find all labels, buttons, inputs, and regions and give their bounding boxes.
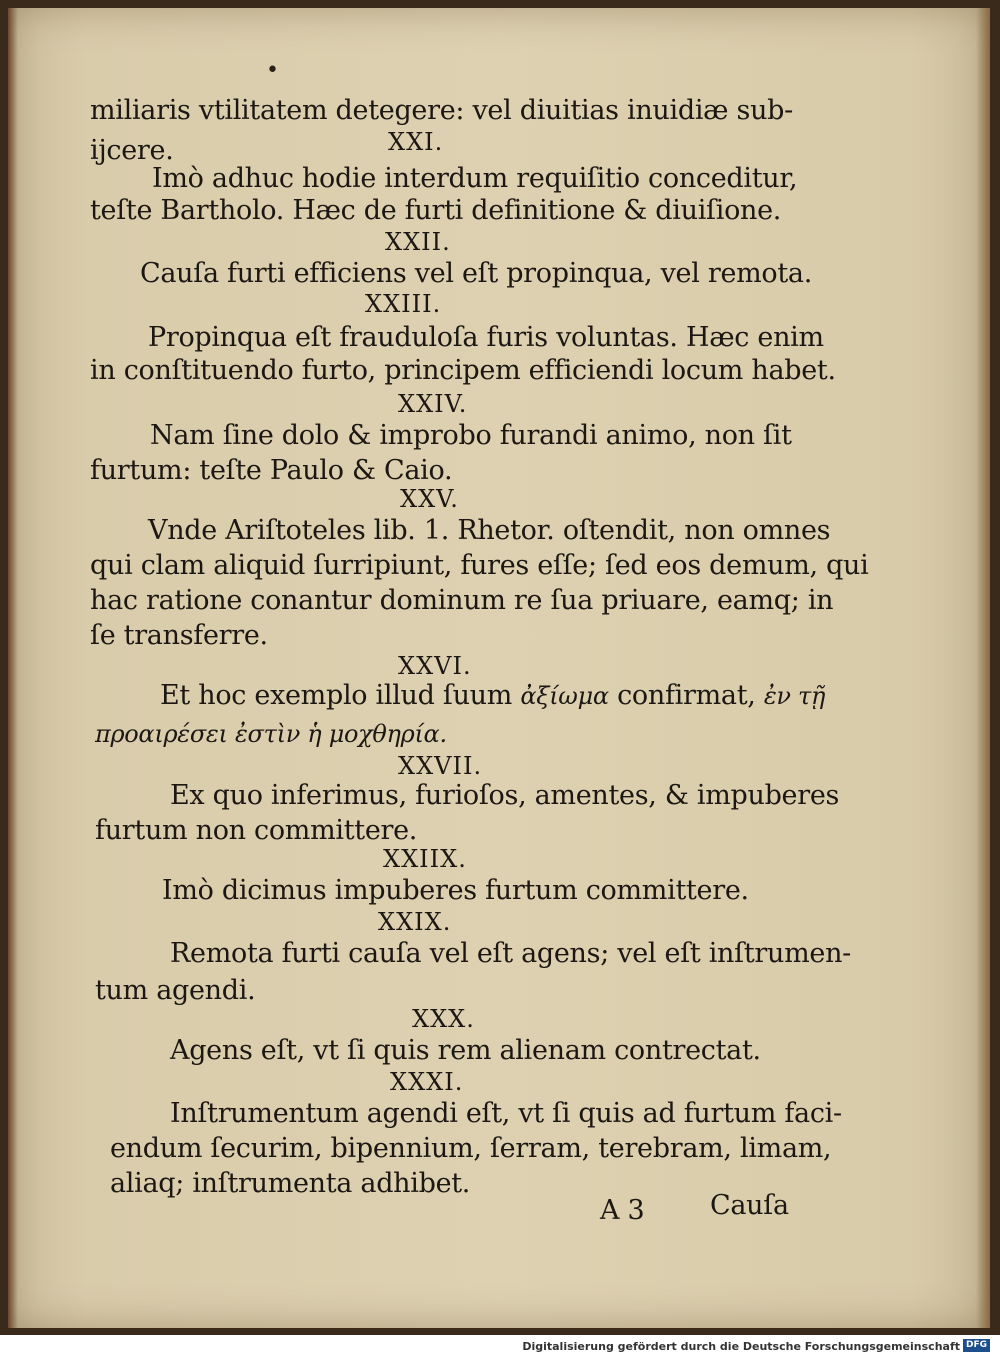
footer-credit: Digitalisierung gefördert durch die Deutsche Forschungsgemeinschaft: [522, 1340, 960, 1353]
section-numeral-xxi: XXI.: [388, 128, 444, 156]
text-line-23: aliaq; inſtrumenta adhibet.: [110, 1168, 471, 1199]
text-line-18: Remota furti cauſa vel eſt agens; vel eſt inſtrumen-: [170, 938, 851, 969]
section-numeral-xxvi: XXVI.: [398, 652, 472, 680]
greek-line: προαιρέσει ἐστὶν ἡ μοχθηρία.: [95, 720, 447, 748]
page-shadow-right: [976, 8, 990, 1328]
text-line-13: ſe transferre.: [90, 620, 268, 651]
section-numeral-xxii: XXII.: [385, 228, 451, 256]
text-line-15: Ex quo inferimus, furioſos, amentes, & impuberes: [170, 780, 840, 811]
greek-axioma: ἀξίωμα: [520, 682, 609, 710]
section-numeral-xxiix: XXIIX.: [383, 845, 467, 873]
text-line-19: tum agendi.: [95, 975, 256, 1006]
section-numeral-xxix: XXIX.: [378, 908, 452, 936]
text-line-5: Cauſa furti efficiens vel eſt propinqua, vel remota.: [140, 258, 813, 289]
text-line-10: Vnde Ariſtoteles lib. 1. Rhetor. oſtendit, non omnes: [148, 515, 831, 546]
text-line-11: qui clam aliquid ſurripiunt, fures eſſe; ſed eos demum, qui: [90, 550, 869, 581]
text-line-14-latin: Et hoc exemplo illud ſuum: [160, 680, 513, 711]
text-line-1: miliaris vtilitatem detegere: vel diuitias inuidiæ sub-: [90, 95, 793, 126]
text-line-21: Inſtrumentum agendi eſt, vt ſi quis ad furtum faci-: [170, 1098, 842, 1129]
text-line-4: teſte Bartholo. Hæc de furti definitione & diuiſione.: [90, 195, 782, 226]
page-shadow-left: [8, 8, 18, 1328]
text-line-12: hac ratione conantur dominum re ſua priuare, eamq; in: [90, 585, 834, 616]
text-line-20: Agens eſt, vt ſi quis rem alienam contrectat.: [170, 1035, 761, 1066]
section-numeral-xxiii: XXIII.: [365, 290, 442, 318]
text-line-22: endum ſecurim, bipennium, ſerram, terebram, limam,: [110, 1133, 832, 1164]
text-line-14: [160, 680, 825, 711]
text-line-3: Imò adhuc hodie interdum requiſitio conceditur,: [152, 163, 798, 194]
greek-en-te: ἐν τῇ: [763, 682, 826, 710]
section-numeral-xxxi: XXXI.: [390, 1068, 464, 1096]
text-line-16: furtum non committere.: [95, 815, 418, 846]
section-numeral-xxx: XXX.: [412, 1005, 475, 1033]
text-line-9: furtum: teſte Paulo & Caio.: [90, 455, 453, 486]
text-line-6: Propinqua eſt frauduloſa furis voluntas. Hæc enim: [148, 322, 824, 353]
ink-mark: •: [266, 58, 279, 83]
text-line-7: in conſtituendo furto, principem efficiendi locum habet.: [90, 355, 836, 386]
catchword: Cauſa: [710, 1190, 789, 1221]
text-line-2: ijcere.: [90, 135, 174, 166]
section-numeral-xxv: XXV.: [400, 485, 459, 513]
dfg-logo: DFG: [963, 1339, 990, 1352]
text-line-14-confirmat: confirmat,: [617, 680, 756, 711]
signature-mark: A 3: [600, 1195, 645, 1226]
text-line-17: Imò dicimus impuberes furtum committere.: [162, 875, 749, 906]
text-line-8: Nam ſine dolo & improbo furandi animo, non ſit: [150, 420, 792, 451]
section-numeral-xxiv: XXIV.: [398, 390, 468, 418]
section-numeral-xxvii: XXVII.: [398, 752, 483, 780]
